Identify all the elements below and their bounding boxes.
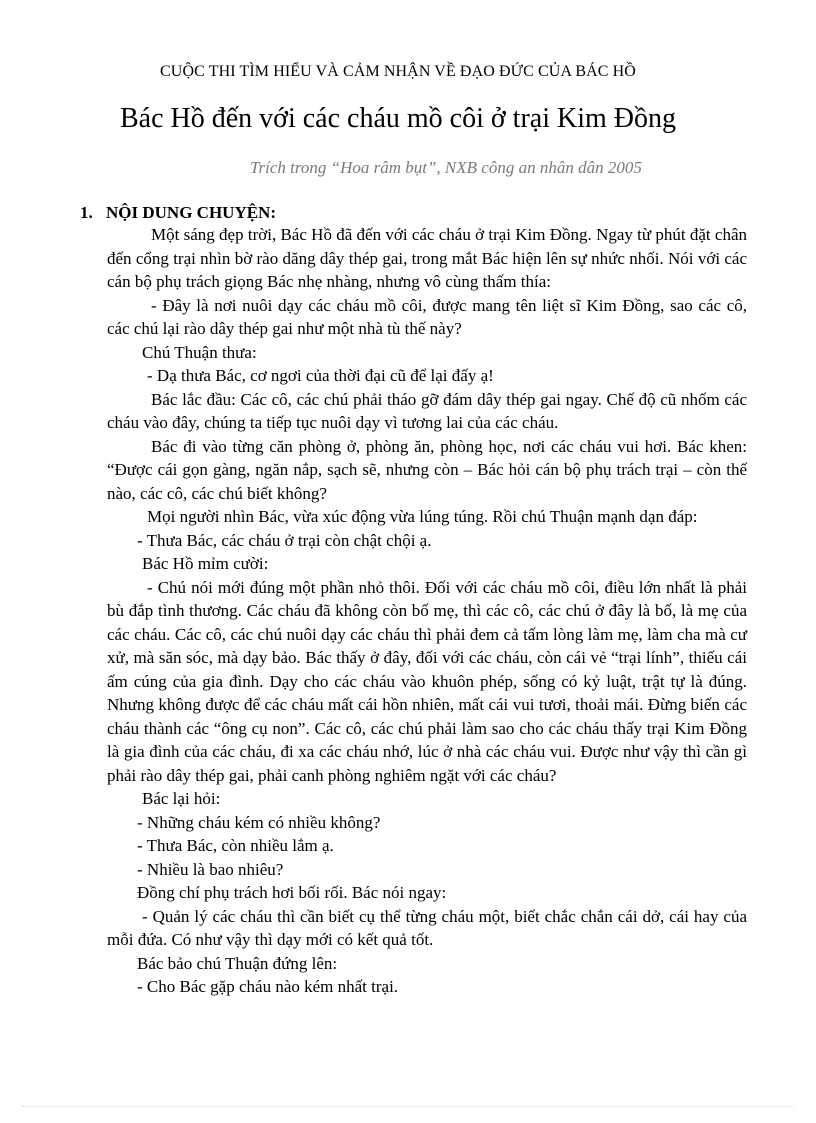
paragraph: - Nhiều là bao nhiêu?	[137, 859, 284, 879]
page-break-divider	[22, 1106, 794, 1107]
paragraph: - Đây là nơi nuôi dạy các cháu mồ côi, được mang tên liệt sĩ Kim Đồng, sao các cô, các chú lại rào dây thép gai như một nhà tù thế này?	[107, 295, 747, 338]
paragraph: Bác lại hỏi:	[142, 789, 221, 808]
paragraph: Chú Thuận thưa:	[142, 342, 257, 362]
paragraph: Bác bảo chú Thuận đứng lên:	[137, 953, 338, 973]
paragraph: - Cho Bác gặp cháu nào kém nhất trại.	[137, 977, 399, 996]
paragraph: - Quản lý các cháu thì cần biết cụ thể từng cháu một, biết chắc chắn cái dở, cái hay của mỗi đứa. Có như vậy thì dạy mới có kết quả tốt.	[107, 906, 747, 949]
paragraph: - Dạ thưa Bác, cơ ngơi của thời đại cũ để lại đấy ạ!	[147, 366, 494, 385]
paragraph: - Chú nói mới đúng một phần nhỏ thôi. Đối với các cháu mồ côi, điều lớn nhất là phải bù đắp tình thương. Các cháu đã không còn bố mẹ, thì các cô, các chú ở đây là bố, là mẹ của các cháu. Các cô, các chú nuôi dạy các cháu thì phải đem cả tấm lòng làm mẹ, làm cha mà cư xử, mà săn sóc, mà dạy bảo. Bác thấy ở đây, đối với các cháu, còn cái vẻ “trại lính”, thiếu cái ấm cúng của gia đình. Dạy cho các cháu vào khuôn phép, sống có kỷ luật, trật tự là đúng. Nhưng không được để các cháu mất cái hồn nhiên, mất cái vui tươi, thoải mái. Đừng biến các cháu thành các “ông cụ non”. Các cô, các chú phải làm sao cho các cháu thấy trại Kim Đồng là gia đình của các cháu, đi xa các cháu nhớ, lúc ở nhà các cháu vui. Được như vậy thì cần gì phải rào dây thép gai, phải canh phòng nghiêm ngặt với các cháu?	[107, 577, 747, 785]
paragraph: Bác Hồ mỉm cười:	[142, 554, 269, 573]
story-title: Bác Hồ đến với các cháu mồ côi ở trại Kim Đồng	[119, 103, 676, 134]
paragraph: Đồng chí phụ trách hơi bối rối. Bác nói ngay:	[137, 883, 447, 902]
paragraph: Mọi người nhìn Bác, vừa xúc động vừa lúng túng. Rồi chú Thuận mạnh dạn đáp:	[147, 507, 698, 526]
paragraph: - Những cháu kém có nhiều không?	[137, 812, 381, 832]
paragraph: - Thưa Bác, các cháu ở trại còn chật chội ạ.	[137, 530, 432, 550]
story-body	[107, 223, 747, 999]
source-citation: Trích trong “Hoa râm bụt”, NXB công an nhân dân 2005	[250, 158, 642, 177]
section-title: NỘI DUNG CHUYỆN:	[106, 203, 276, 222]
paragraph: Một sáng đẹp trời, Bác Hồ đã đến với các cháu ở trại Kim Đồng. Ngay từ phút đặt chân đến cổng trại nhìn bờ rào dăng dây thép gai, trong mắt Bác hiện lên sự nhức nhối. Nói với các cán bộ phụ trách giọng Bác nhẹ nhàng, nhưng vô cùng thấm thía:	[107, 225, 747, 291]
paragraph: Bác đi vào từng căn phòng ở, phòng ăn, phòng học, nơi các cháu vui hơi. Bác khen: “Được cái gọn gàng, ngăn nắp, sạch sẽ, nhưng còn – Bác hỏi cán bộ phụ trách trại – còn thế nào, các cô, các chú biết không?	[107, 436, 747, 503]
paragraph: - Thưa Bác, còn nhiều lắm ạ.	[137, 836, 334, 855]
contest-header: CUỘC THI TÌM HIỂU VÀ CẢM NHẬN VỀ ĐẠO ĐỨC CỦA BÁC HỒ	[160, 63, 636, 80]
section-heading	[80, 203, 276, 223]
section-number: 1.	[80, 203, 93, 222]
paragraph: Bác lắc đầu: Các cô, các chú phải tháo gỡ đám dây thép gai ngay. Chế độ cũ nhốm các cháu vào đây, chúng ta tiếp tục nuôi dạy vì tương lai của các cháu.	[107, 389, 747, 432]
